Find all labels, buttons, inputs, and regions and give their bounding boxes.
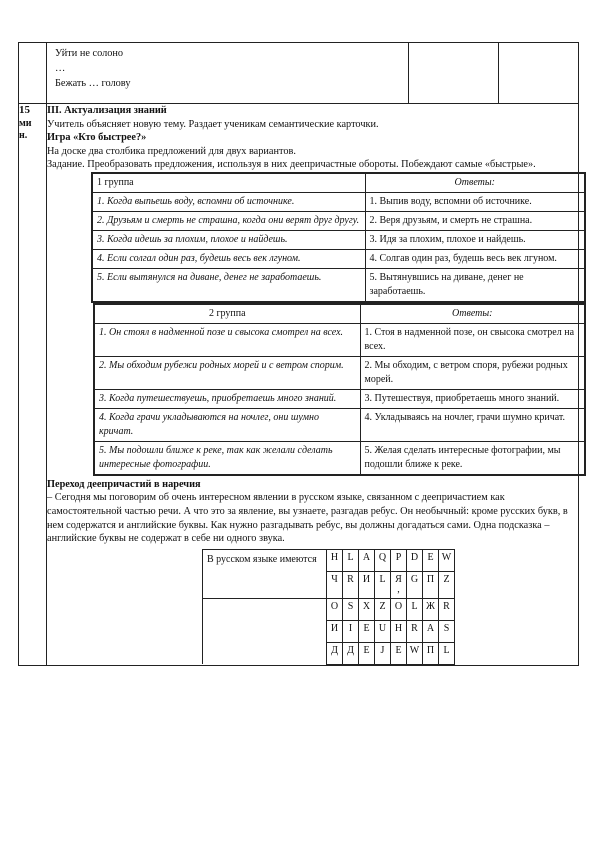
prev-col-c [409, 43, 499, 104]
rebus-label: В русском языке имеются [203, 549, 327, 598]
rebus-spacer [203, 620, 327, 642]
rebus-letter: Z [439, 571, 455, 598]
group1-header-row [92, 173, 585, 193]
time-unit: ми [19, 117, 32, 129]
group2-header-row [94, 304, 585, 324]
group2-sentence: 3. Когда путешествуешь, приобретаешь много знаний. [94, 389, 360, 408]
task-text: Задание. Преобразовать предложения, используя в них деепричастные обороты. Побеждают самые «быстрые». [47, 159, 536, 171]
prev-content-cell [47, 43, 409, 104]
board-text: На доске два столбика предложений для двух вариантов. [47, 145, 296, 157]
rebus-letter: W [407, 642, 423, 664]
group2-answer: 2. Мы обходим, с ветром споря, рубежи родных морей. [360, 356, 585, 389]
rebus-letter: Д [343, 642, 359, 664]
rebus-letter: O [391, 598, 407, 620]
rebus-row [203, 598, 455, 620]
rebus-letter: A [423, 620, 439, 642]
lesson-plan-table [18, 42, 579, 666]
group2-answer: 1. Стоя в надменной позе, он свысока смотрел на всех. [360, 323, 585, 356]
rebus-letter: G [407, 571, 423, 598]
rebus-letter: П [423, 571, 439, 598]
rebus-letter: П [423, 642, 439, 664]
lesson-page [18, 42, 578, 822]
group1-row [92, 230, 585, 249]
rebus-letter: U [375, 620, 391, 642]
stage-content-cell [47, 104, 579, 666]
transition-title: Переход деепричастий в наречия [47, 478, 201, 490]
group2-answer: 3. Путешествуя, приобретаешь много знаний. [360, 389, 585, 408]
group2-answer: 5. Желая сделать интересные фотографии, мы подошли ближе к реке. [360, 441, 585, 475]
rebus-letter: A [359, 549, 375, 571]
idiom-line: Уйти не солоно [55, 48, 124, 59]
rebus-row [203, 620, 455, 642]
group1-sentence: 2. Друзьям и смерть не страшна, когда они верят друг другу. [92, 211, 365, 230]
idiom-line: Бежать … голову [55, 78, 131, 89]
rebus-letter: S [343, 598, 359, 620]
rebus-spacer [203, 642, 327, 664]
rebus-letter: S [439, 620, 455, 642]
prev-time-cell [19, 43, 47, 104]
group1-sentence: 1. Когда выпьешь воду, вспомни об источнике. [92, 192, 365, 211]
group2-sentence: 2. Мы обходим рубежи родных морей и с ветром спорим. [94, 356, 360, 389]
rebus-row [203, 549, 455, 571]
rebus-spacer [203, 598, 327, 620]
time-cell [19, 104, 47, 666]
rebus-letter: I [343, 620, 359, 642]
group2-row [94, 408, 585, 441]
group2-answer: 4. Укладываясь на ночлег, грачи шумно кричат. [360, 408, 585, 441]
rebus-letter: R [407, 620, 423, 642]
rebus-letter: E [423, 549, 439, 571]
intro-text: Учитель объясняет новую тему. Раздает ученикам семантические карточки. [47, 118, 379, 130]
rebus-letter: J [375, 642, 391, 664]
rebus-letter: E [391, 642, 407, 664]
group2-row [94, 356, 585, 389]
group2-table [93, 303, 586, 476]
group1-answer: 2. Веря друзьям, и смерть не страшна. [365, 211, 585, 230]
rebus-letter: И [359, 571, 375, 598]
rebus-letter: Ж [423, 598, 439, 620]
group1-table [91, 172, 586, 303]
rebus-letter: Q [375, 549, 391, 571]
previous-stage-row [19, 43, 579, 104]
group1-sentence: 3. Когда идешь за плохим, плохое и найдешь. [92, 230, 365, 249]
rebus-letter: O [327, 598, 343, 620]
game-title: Игра «Кто быстрее?» [47, 132, 147, 144]
time-number: 15 [19, 104, 30, 116]
rebus-letter: X [359, 598, 375, 620]
rebus-letter: P [391, 549, 407, 571]
actualization-stage-row [19, 104, 579, 666]
group2-sentence: 5. Мы подошли ближе к реке, так как желали сделать интересные фотографии. [94, 441, 360, 475]
rebus-table [202, 549, 455, 665]
time-unit: н. [19, 130, 28, 142]
group2-answers-header: Ответы: [360, 304, 585, 324]
group1-answer: 4. Солгав один раз, будешь весь век лгуном. [365, 249, 585, 268]
rebus-letter: L [343, 549, 359, 571]
rebus-letter: Д [327, 642, 343, 664]
rebus-letter: R [439, 598, 455, 620]
rebus-letter: И [327, 620, 343, 642]
group1-answer: 5. Вытянувшись на диване, денег не заработаешь. [365, 268, 585, 302]
rebus-letter: Z [375, 598, 391, 620]
group1-answer: 1. Выпив воду, вспомни об источнике. [365, 192, 585, 211]
group2-row [94, 323, 585, 356]
rebus-letter: L [407, 598, 423, 620]
section-heading: III. Актуализация знаний [47, 105, 167, 116]
group2-header: 2 группа [94, 304, 360, 324]
idiom-line: … [55, 63, 66, 74]
group1-answer: 3. Идя за плохим, плохое и найдешь. [365, 230, 585, 249]
group1-row [92, 192, 585, 211]
rebus-letter: L [439, 642, 455, 664]
group2-row [94, 389, 585, 408]
transition-text: – Сегодня мы поговорим об очень интересном явлении в русском языке, связанном с деепричастием как самостоятельной частью речи. А что это за явление, вы узнаете, разгадав ребус. Он необычный: кроме русских букв, в нем содержатся и английские буквы. Как нужно разгадывать ребус, вы должны догадаться сами. Одна подсказка – английские буквы не содержат в себе ни одного звука. [47, 492, 568, 545]
group1-row [92, 249, 585, 268]
rebus-letter: H [327, 549, 343, 571]
rebus-letter: R [343, 571, 359, 598]
rebus-letter: E [359, 642, 375, 664]
rebus-letter: D [407, 549, 423, 571]
rebus-letter: L [375, 571, 391, 598]
rebus-row [203, 642, 455, 664]
rebus-letter: E [359, 620, 375, 642]
group1-sentence: 4. Если солгал один раз, будешь весь век лгуном. [92, 249, 365, 268]
group2-sentence: 4. Когда грачи укладываются на ночлег, они шумно кричат. [94, 408, 360, 441]
group2-sentence: 1. Он стоял в надменной позе и свысока смотрел на всех. [94, 323, 360, 356]
rebus [202, 549, 462, 665]
rebus-letter: Ч [327, 571, 343, 598]
group1-row [92, 211, 585, 230]
rebus-letter: W [439, 549, 455, 571]
group2-row [94, 441, 585, 475]
group1-answers-header: Ответы: [365, 173, 585, 193]
group1-row [92, 268, 585, 302]
prev-col-d [499, 43, 579, 104]
group1-header: 1 группа [92, 173, 365, 193]
rebus-letter: H [391, 620, 407, 642]
rebus-letter: Я , [391, 571, 407, 598]
group1-sentence: 5. Если вытянулся на диване, денег не заработаешь. [92, 268, 365, 302]
